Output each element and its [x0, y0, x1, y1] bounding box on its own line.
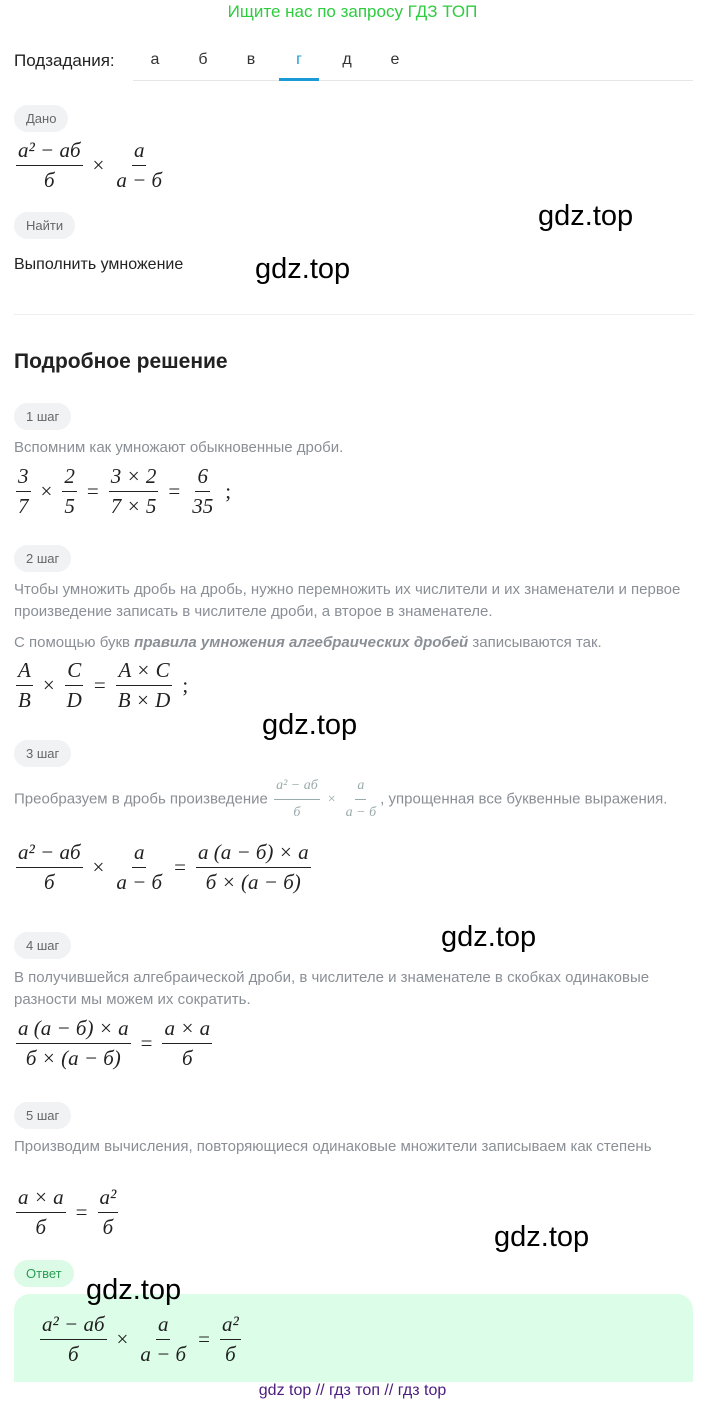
subtask-tab-4[interactable]: г: [279, 51, 319, 81]
given-badge: Дано: [14, 105, 68, 132]
numerator: 3: [16, 464, 31, 492]
watermark: gdz.top: [441, 921, 537, 953]
watermark: gdz.top: [538, 200, 634, 232]
denominator: б: [43, 870, 55, 894]
numerator: а² − аб: [16, 840, 83, 868]
step-3-expression: [14, 840, 313, 895]
numerator: C: [65, 658, 83, 686]
denominator: б × (а − б): [25, 1046, 121, 1070]
search-banner: Ищите нас по запросу ГДЗ ТОП: [227, 2, 478, 21]
fraction: [194, 840, 313, 895]
denominator: б: [67, 1342, 79, 1366]
numerator: а × а: [162, 1016, 212, 1044]
watermark: gdz.top: [494, 1221, 590, 1253]
math-operator: ;: [182, 673, 189, 697]
denominator: B × D: [117, 688, 171, 712]
numerator: а (а − б) × а: [16, 1016, 131, 1044]
step-1-text: Вспомним как умножают обыкновенные дроби.: [14, 439, 344, 456]
footer-links: gdz top // гдз топ // гдз top: [258, 1382, 447, 1399]
numerator: а: [132, 840, 147, 868]
fraction: [14, 840, 85, 895]
denominator: 7: [18, 494, 29, 518]
math-operator: =: [198, 1327, 210, 1351]
fraction: [112, 138, 166, 193]
fraction: [14, 464, 33, 519]
denominator: D: [66, 688, 82, 712]
denominator: B: [18, 688, 31, 712]
numerator: а × а: [16, 1185, 66, 1213]
fraction: [96, 1185, 121, 1240]
denominator: б: [182, 1046, 193, 1070]
denominator: б: [225, 1342, 236, 1366]
watermark: gdz.top: [262, 709, 358, 741]
numerator: 3 × 2: [109, 464, 159, 492]
step-5-badge: 5 шаг: [14, 1102, 71, 1129]
subtasks-tabs: [133, 48, 693, 81]
fraction: [136, 1312, 190, 1367]
step-5-expression: [14, 1185, 120, 1240]
numerator: A × C: [116, 658, 171, 686]
denominator: а − б: [140, 1342, 187, 1366]
denominator: 35: [192, 494, 214, 518]
fraction: [342, 775, 381, 824]
answer-expression: [38, 1312, 243, 1367]
math-operator: =: [93, 673, 106, 697]
fraction: [14, 1016, 133, 1071]
math-operator: =: [140, 1031, 153, 1055]
rule-name: правила умножения алгебраических дробей: [134, 634, 469, 651]
fraction: [14, 658, 35, 713]
denominator: б: [102, 1215, 114, 1239]
answer-badge: Ответ: [14, 1260, 74, 1287]
denominator: а − б: [116, 168, 163, 192]
fraction: [112, 840, 166, 895]
subtasks-label: Подзадания:: [14, 51, 115, 70]
numerator: A: [16, 658, 33, 686]
step-3-badge: 3 шаг: [14, 740, 71, 767]
fraction: [114, 658, 175, 713]
math-operator: ×: [116, 1327, 129, 1351]
subtask-tab-5[interactable]: д: [342, 51, 352, 68]
fraction: [272, 775, 322, 824]
fraction: [160, 1016, 214, 1071]
math-operator: ×: [92, 153, 105, 177]
fraction: [63, 658, 86, 713]
step-4-badge: 4 шаг: [14, 932, 71, 959]
math-operator: =: [86, 479, 99, 503]
fraction: [14, 1185, 68, 1240]
subtask-tab-3[interactable]: в: [246, 51, 256, 68]
find-badge: Найти: [14, 212, 75, 239]
step-1-badge: 1 шаг: [14, 403, 71, 430]
numerator: а² − аб: [40, 1312, 107, 1340]
math-operator: =: [174, 855, 186, 879]
divider: [14, 314, 694, 315]
math-operator: =: [168, 479, 181, 503]
denominator: а − б: [116, 870, 163, 894]
subtask-tab-2[interactable]: б: [198, 51, 208, 68]
numerator: а² − аб: [16, 138, 83, 166]
step-4-text: В получившейся алгебраической дроби, в числителе и знаменателе в скобках одинаковые разности мы можем их сократить.: [14, 969, 650, 1008]
step-5-text: Производим вычисления, повторяющиеся одинаковые множители записываем как степень: [14, 1138, 652, 1155]
find-text: Выполнить умножение: [14, 256, 184, 273]
math-operator: ×: [40, 479, 53, 503]
numerator: 6: [195, 464, 210, 492]
step-1-expression: [14, 464, 233, 519]
step-2-expression: [14, 658, 190, 713]
math-operator: ×: [327, 791, 336, 807]
numerator: а: [355, 775, 366, 800]
math-operator: ×: [92, 855, 105, 879]
step-3-inline-expression: [272, 775, 380, 824]
fraction: [107, 464, 161, 519]
step-4-expression: [14, 1016, 214, 1071]
denominator: а − б: [345, 805, 377, 820]
watermark: gdz.top: [86, 1274, 182, 1306]
numerator: а²: [98, 1185, 119, 1213]
denominator: б: [293, 805, 301, 820]
denominator: 7 × 5: [110, 494, 157, 518]
solution-title: Подробное решение: [14, 350, 228, 373]
fraction: [38, 1312, 109, 1367]
fraction: [14, 138, 85, 193]
subtask-tab-6[interactable]: е: [390, 51, 400, 68]
step-2-text: Чтобы умножить дробь на дробь, нужно перемножить их числители и их знаменатели и первое произведение записать в числителе дроби, а второе в знаменателе.: [14, 581, 681, 620]
numerator: а²: [220, 1312, 241, 1340]
denominator: б: [43, 168, 55, 192]
numerator: 2: [62, 464, 77, 492]
numerator: а² − аб: [274, 775, 320, 800]
given-expression: [14, 138, 166, 193]
math-operator: =: [75, 1200, 88, 1224]
subtask-tab-1[interactable]: а: [150, 51, 160, 68]
fraction: [218, 1312, 243, 1367]
step-3-text: Преобразуем в дробь произведение $\frac{\text{а² − аб}}{б}$ × $\frac{а}{а - б}$ , упрощенная все буквенные выражения.: [14, 775, 694, 824]
step-2-text2: С помощью букв правила умножения алгебраических дробей записываются так.: [14, 634, 602, 651]
numerator: а: [132, 138, 147, 166]
numerator: а: [156, 1312, 171, 1340]
watermark: gdz.top: [255, 253, 351, 285]
denominator: б: [35, 1215, 47, 1239]
denominator: б × (а − б): [205, 870, 301, 894]
numerator: а (а − б) × а: [196, 840, 311, 868]
fraction: [60, 464, 79, 519]
math-operator: ×: [42, 673, 55, 697]
step-2-badge: 2 шаг: [14, 545, 71, 572]
denominator: 5: [64, 494, 75, 518]
math-operator: ;: [225, 479, 232, 503]
fraction: [188, 464, 217, 519]
